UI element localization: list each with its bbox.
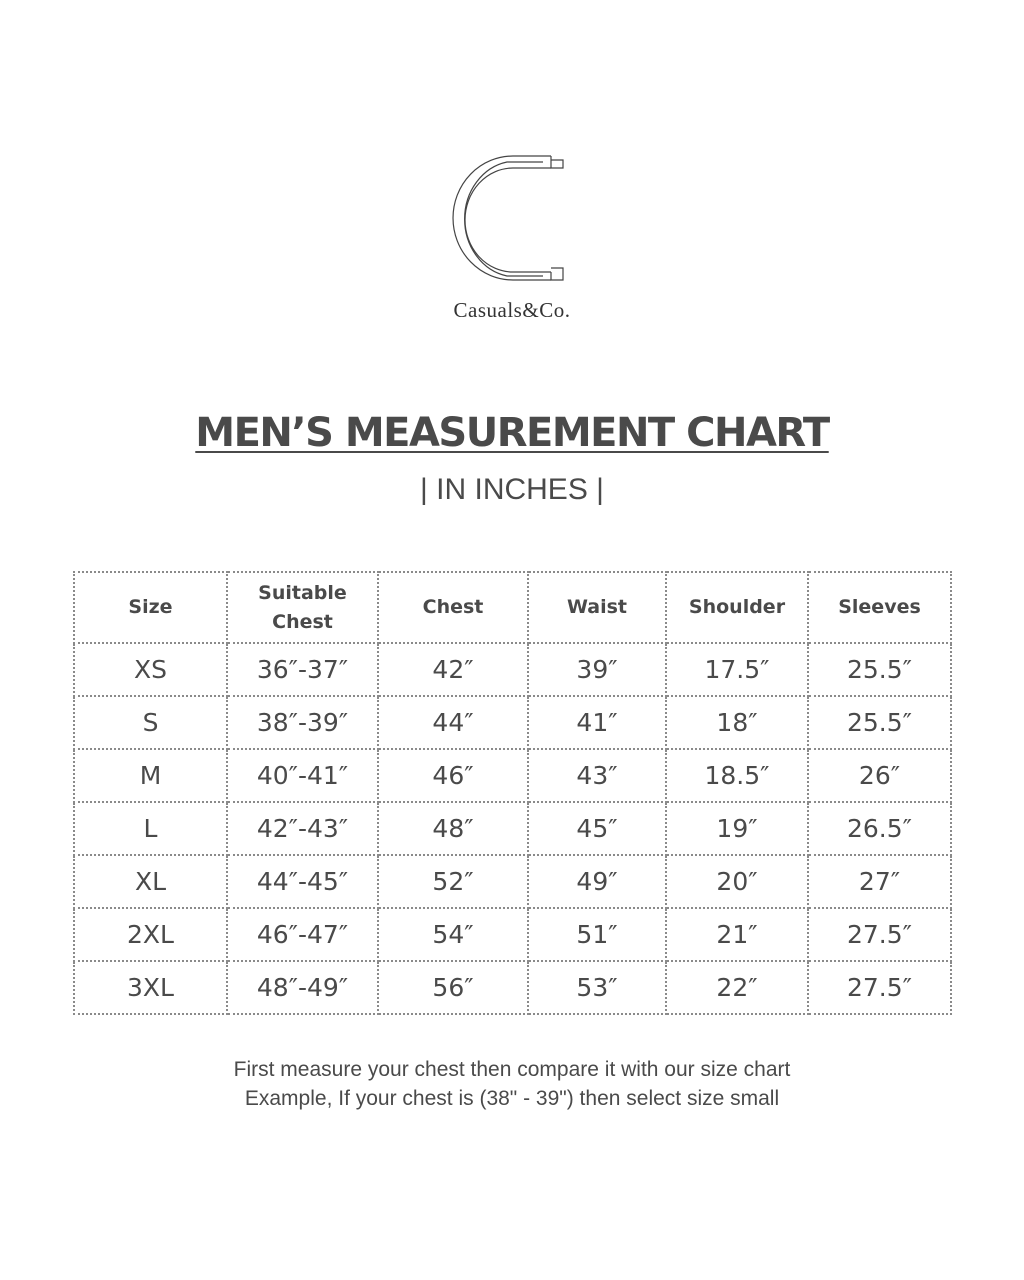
table-cell: 42″-43″ [227,802,378,855]
table-cell: 18.5″ [666,749,808,802]
table-cell: 43″ [528,749,666,802]
table-cell: 46″-47″ [227,908,378,961]
table-cell: 39″ [528,643,666,696]
table-cell: 42″ [378,643,528,696]
table-cell: 49″ [528,855,666,908]
table-cell: 3XL [74,961,227,1014]
footnote-line-1: First measure your chest then compare it with our size chart [233,1058,791,1081]
table-cell: 2XL [74,908,227,961]
table-row [74,643,951,696]
column-header-shoulder: Shoulder [666,572,808,643]
page-title-text: MEN’S MEASUREMENT CHART [195,410,829,456]
header-row [74,572,951,643]
page-title [0,410,1024,456]
table-cell: M [74,749,227,802]
column-header-sleeves: Sleeves [808,572,951,643]
table-row [74,802,951,855]
table-cell: 22″ [666,961,808,1014]
table-cell: XS [74,643,227,696]
table-cell: 46″ [378,749,528,802]
table-cell: 44″-45″ [227,855,378,908]
table-cell: 48″ [378,802,528,855]
table-cell: 48″-49″ [227,961,378,1014]
table-row [74,961,951,1014]
table-cell: 52″ [378,855,528,908]
table-cell: 19″ [666,802,808,855]
table-cell: L [74,802,227,855]
table-cell: 51″ [528,908,666,961]
column-header-waist: Waist [528,572,666,643]
c-monogram-logo-icon [447,150,577,290]
brand-name: Casuals&Co. [453,298,571,322]
table-cell: 45″ [528,802,666,855]
table-row [74,908,951,961]
table-cell: 27″ [808,855,951,908]
table-cell: 40″-41″ [227,749,378,802]
table-cell: 17.5″ [666,643,808,696]
page-subtitle: | IN INCHES | [420,473,604,506]
table-cell: 26.5″ [808,802,951,855]
table-cell: XL [74,855,227,908]
table-cell: 20″ [666,855,808,908]
table-body [74,643,951,1014]
table-cell: 44″ [378,696,528,749]
brand-logo [0,150,1024,323]
table-cell: 18″ [666,696,808,749]
table-cell: 25.5″ [808,643,951,696]
table-cell: 25.5″ [808,696,951,749]
table-row [74,855,951,908]
table-cell: 26″ [808,749,951,802]
table-cell: 54″ [378,908,528,961]
table-cell: 36″-37″ [227,643,378,696]
footnote-line-2: Example, If your chest is (38" - 39") then select size small [244,1087,780,1110]
table-cell: 41″ [528,696,666,749]
size-chart-table [73,571,952,1015]
table-cell: 27.5″ [808,908,951,961]
table-cell: 27.5″ [808,961,951,1014]
column-header-chest: Chest [378,572,528,643]
table-row [74,749,951,802]
table-cell: 53″ [528,961,666,1014]
table-cell: 21″ [666,908,808,961]
table-cell: S [74,696,227,749]
table-header [74,572,951,643]
column-header-size: Size [74,572,227,643]
footnote [0,1055,1024,1113]
column-header-suitable-chest: Suitable Chest [227,572,378,643]
table-cell: 56″ [378,961,528,1014]
table-cell: 38″-39″ [227,696,378,749]
table-row [74,696,951,749]
